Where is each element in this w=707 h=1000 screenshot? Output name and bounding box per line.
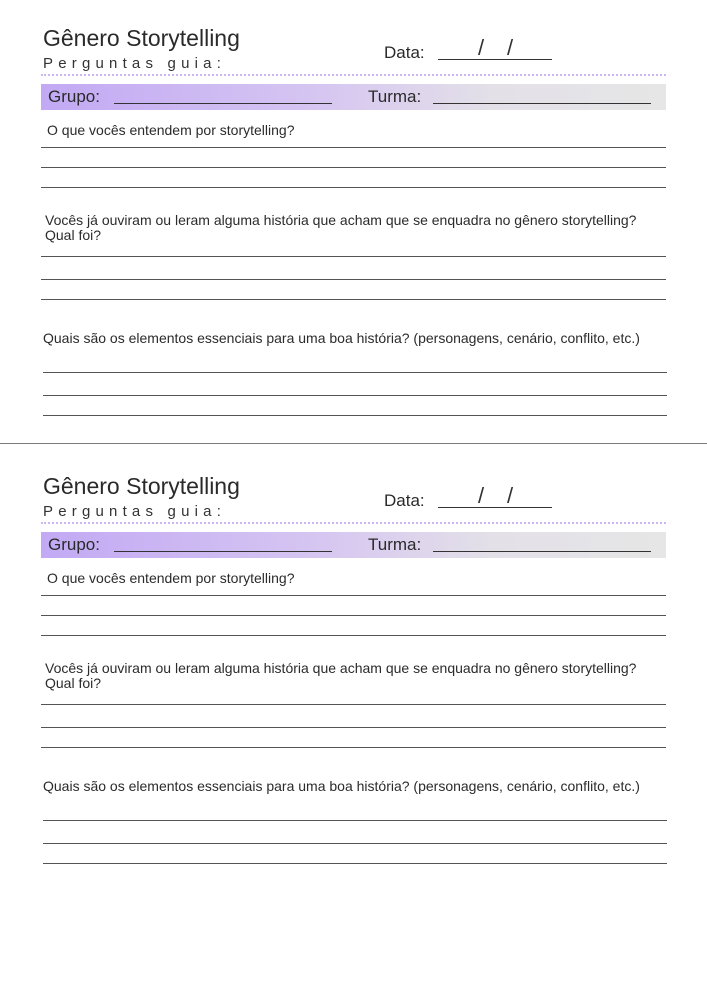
answer-line[interactable]: [41, 167, 666, 168]
worksheet-title: Gênero Storytelling: [43, 473, 240, 499]
worksheet-title: Gênero Storytelling: [43, 25, 240, 51]
question-2: Vocês já ouviram ou leram alguma história que acham que se enquadra no gênero storytelling? Qual foi?: [45, 212, 637, 243]
answer-line[interactable]: [41, 615, 666, 616]
class-label: Turma:: [368, 535, 422, 554]
date-slash: /: [507, 483, 514, 508]
group-label: Grupo:: [48, 87, 100, 106]
answer-line[interactable]: [43, 863, 667, 864]
answer-line[interactable]: [43, 843, 667, 844]
answer-line[interactable]: [41, 595, 666, 596]
group-field[interactable]: [114, 551, 332, 552]
question-1: O que vocês entendem por storytelling?: [47, 570, 295, 586]
date-slash: /: [507, 35, 514, 60]
date-field[interactable]: [438, 37, 552, 60]
worksheet-subtitle: Perguntas guia:: [43, 503, 227, 520]
dotted-divider: [41, 74, 666, 76]
class-field[interactable]: [433, 103, 651, 104]
answer-line[interactable]: [41, 279, 666, 280]
question-2: Vocês já ouviram ou leram alguma história que acham que se enquadra no gênero storytelling? Qual foi?: [45, 660, 637, 691]
dotted-divider: [41, 522, 666, 524]
answer-line[interactable]: [43, 820, 667, 821]
answer-line[interactable]: [41, 747, 666, 748]
date-label: Data:: [384, 491, 425, 510]
answer-line[interactable]: [43, 415, 667, 416]
answer-line[interactable]: [41, 256, 666, 257]
group-class-band: [41, 532, 666, 558]
answer-line[interactable]: [41, 704, 666, 705]
answer-line[interactable]: [41, 727, 666, 728]
class-field[interactable]: [433, 551, 651, 552]
date-slash: /: [478, 35, 485, 60]
answer-line[interactable]: [43, 372, 667, 373]
group-class-band: [41, 84, 666, 110]
group-field[interactable]: [114, 103, 332, 104]
worksheet-bottom: [0, 448, 707, 888]
group-label: Grupo:: [48, 535, 100, 554]
date-label: Data:: [384, 43, 425, 62]
answer-line[interactable]: [41, 187, 666, 188]
question-3: Quais são os elementos essenciais para uma boa história? (personagens, cenário, conflito, etc.): [43, 330, 640, 346]
answer-line[interactable]: [41, 147, 666, 148]
answer-line[interactable]: [41, 299, 666, 300]
answer-line[interactable]: [43, 395, 667, 396]
worksheet-top: [0, 0, 707, 440]
worksheet-subtitle: Perguntas guia:: [43, 55, 227, 72]
answer-line[interactable]: [41, 635, 666, 636]
question-1: O que vocês entendem por storytelling?: [47, 122, 295, 138]
class-label: Turma:: [368, 87, 422, 106]
date-slash: /: [478, 483, 485, 508]
cut-line: [0, 443, 707, 444]
date-field[interactable]: [438, 485, 552, 508]
question-3: Quais são os elementos essenciais para uma boa história? (personagens, cenário, conflito, etc.): [43, 778, 640, 794]
